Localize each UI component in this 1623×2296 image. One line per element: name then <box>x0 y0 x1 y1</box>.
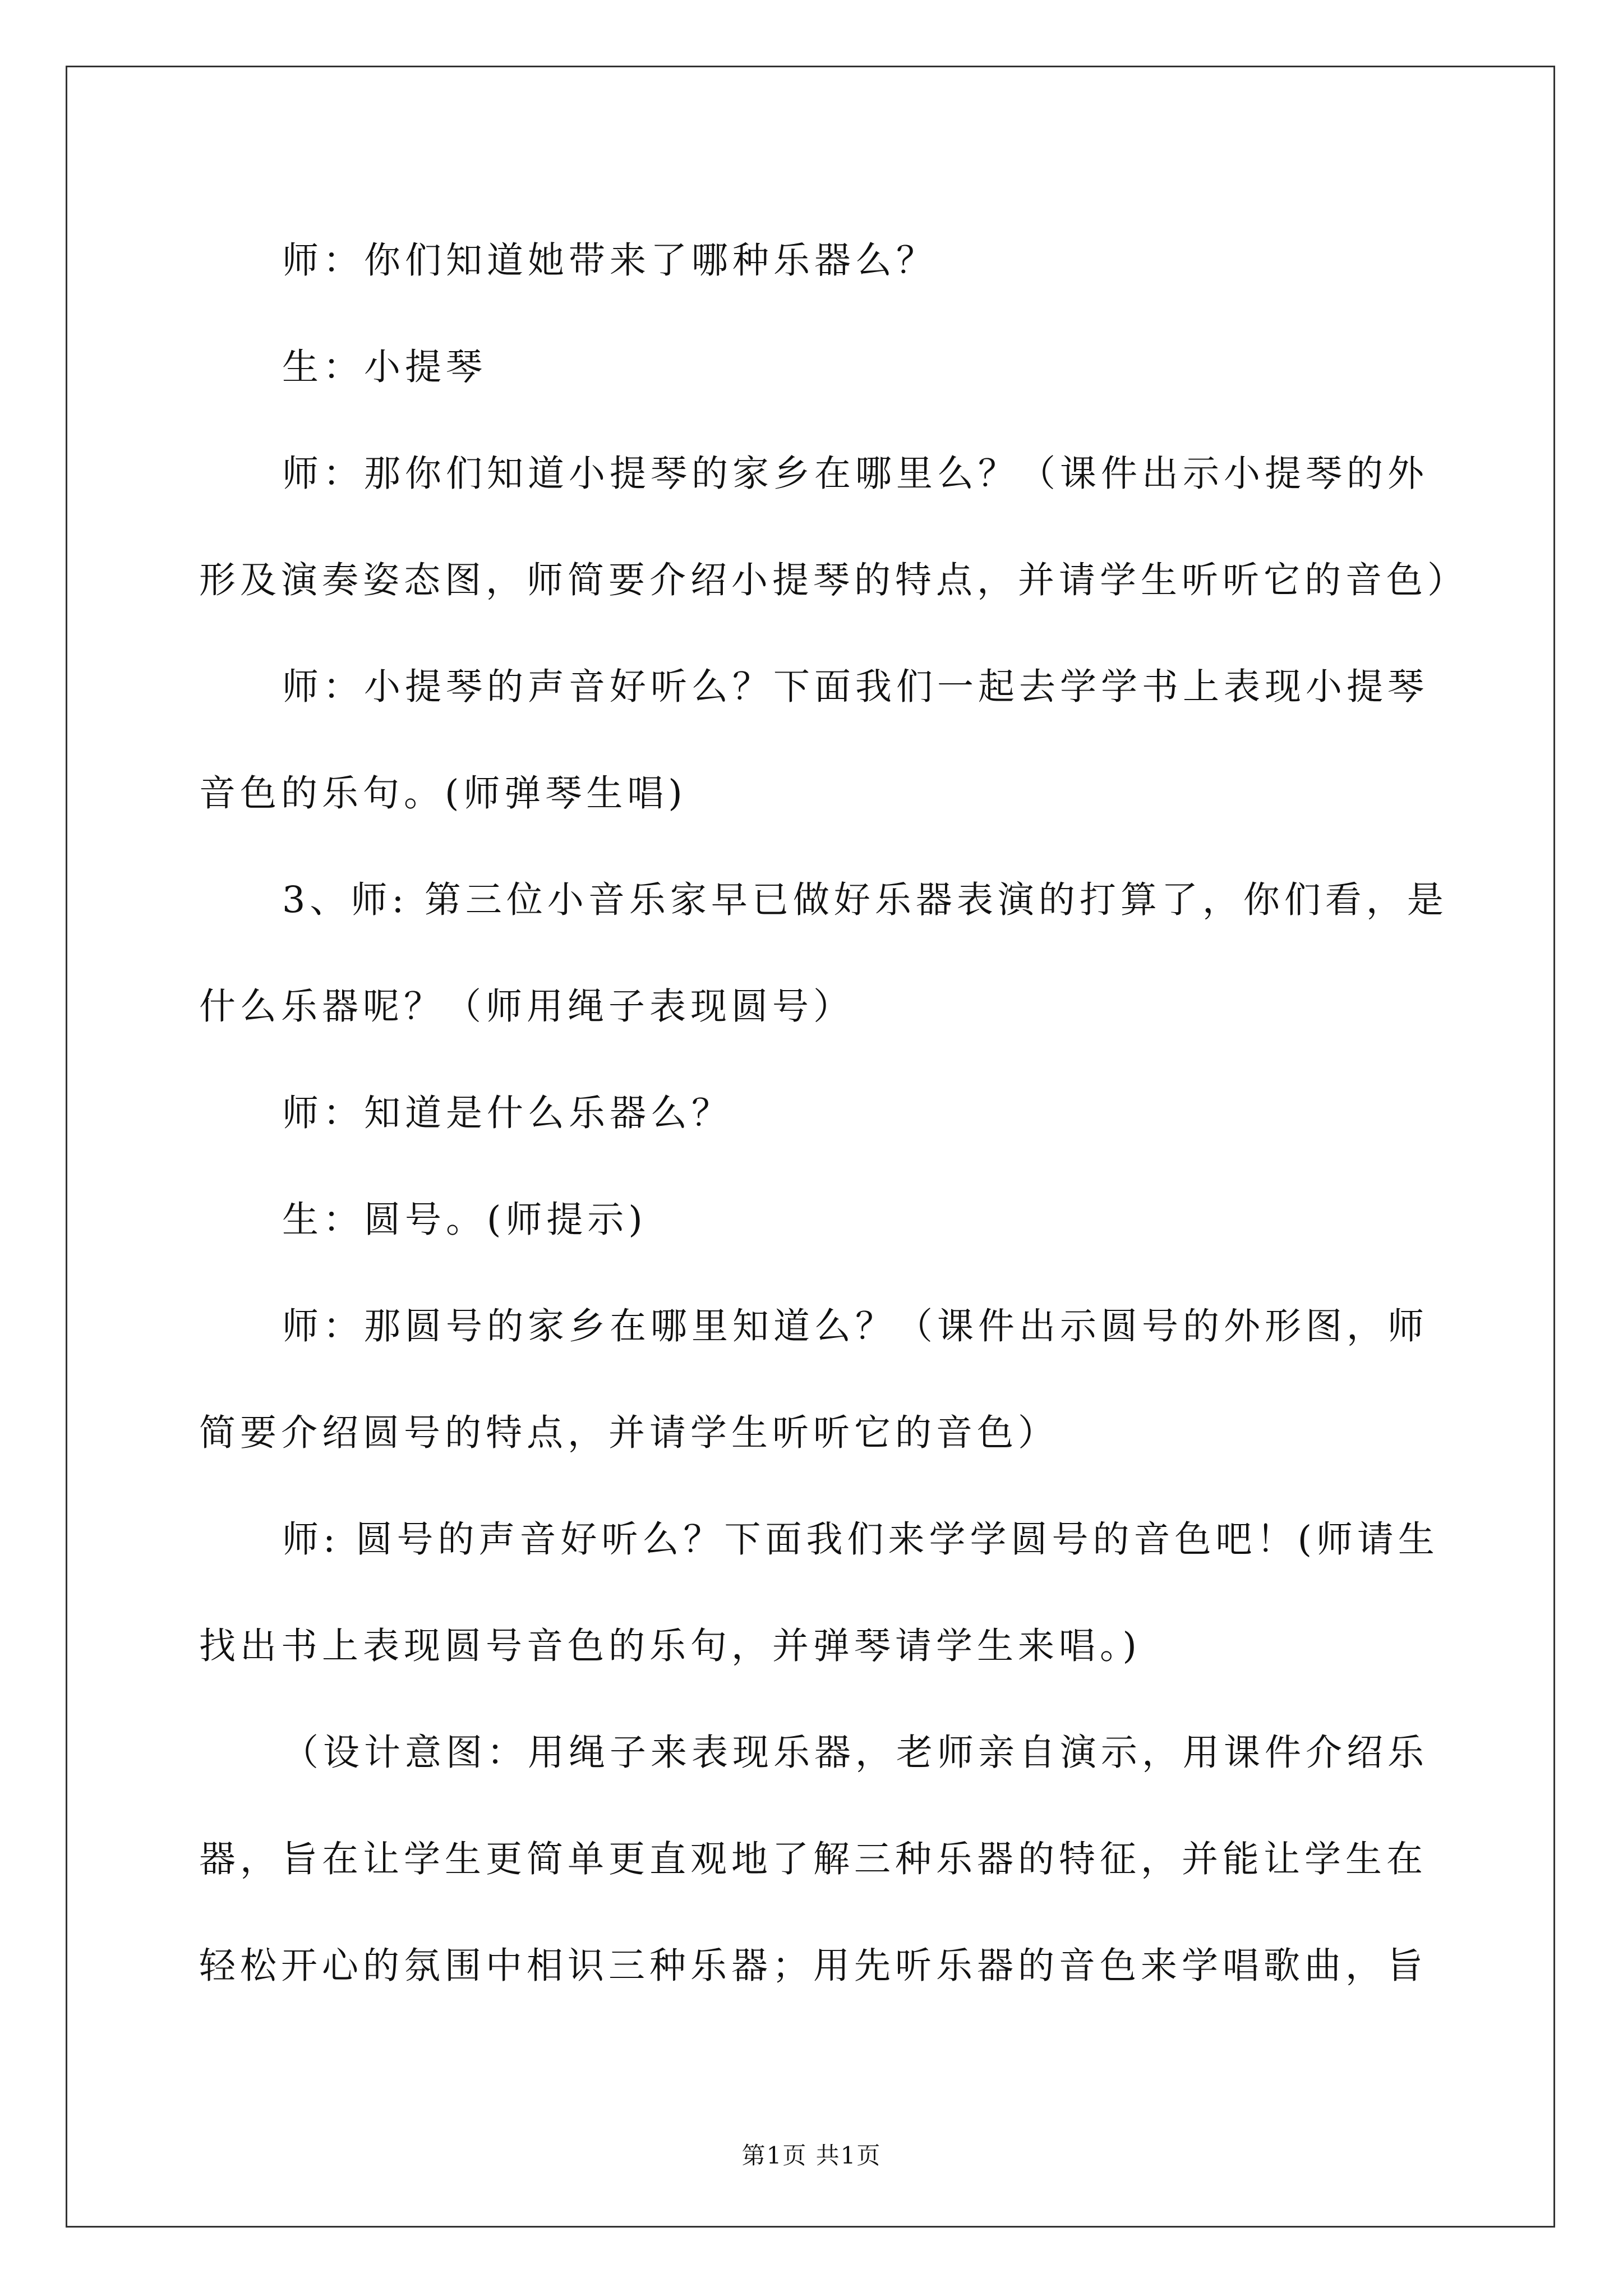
paragraph-line: 师：知道是什么乐器么？ <box>282 1092 733 1134</box>
paragraph-line: 师：那你们知道小提琴的家乡在哪里么？（课件出示小提琴的外 <box>282 453 1429 495</box>
paragraph-line: 师：小提琴的声音好听么？下面我们一起去学学书上表现小提琴 <box>282 666 1429 708</box>
paragraph-line: 3、师: 第三位小音乐家早已做好乐器表演的打算了，你们看，是 <box>282 879 1448 921</box>
page-footer: 第1页 共1页 <box>741 2142 882 2169</box>
paragraph-line: 师：那圆号的家乡在哪里知道么？（课件出示圆号的外形图，师 <box>282 1305 1429 1347</box>
paragraph-line: 简要介绍圆号的特点，并请学生听听它的音色） <box>199 1412 1059 1454</box>
document-body <box>199 208 1469 2019</box>
paragraph-line: 生：圆号。(师提示) <box>282 1199 647 1241</box>
paragraph-line: 什么乐器呢？（师用绳子表现圆号） <box>199 986 855 1028</box>
paragraph-line: 师: 圆号的声音好听么？下面我们来学学圆号的音色吧！(师请生 <box>282 1519 1439 1561</box>
paragraph-line: 轻松开心的氛围中相识三种乐器；用先听乐器的音色来学唱歌曲，旨 <box>199 1945 1428 1987</box>
paragraph-line: 师：你们知道她带来了哪种乐器么？ <box>282 240 938 282</box>
paragraph-line: 找出书上表现圆号音色的乐句，并弹琴请学生来唱。) <box>199 1625 1141 1667</box>
paragraph-line: 形及演奏姿态图，师简要介绍小提琴的特点，并请学生听听它的音色） <box>199 559 1469 601</box>
paragraph-line: 器，旨在让学生更简单更直观地了解三种乐器的特征，并能让学生在 <box>199 1838 1428 1880</box>
paragraph-line: 生：小提琴 <box>282 346 487 388</box>
paragraph-line: （设计意图：用绳子来表现乐器，老师亲自演示，用课件介绍乐 <box>282 1732 1429 1774</box>
paragraph-line: 音色的乐句。(师弹琴生唱) <box>199 772 687 815</box>
